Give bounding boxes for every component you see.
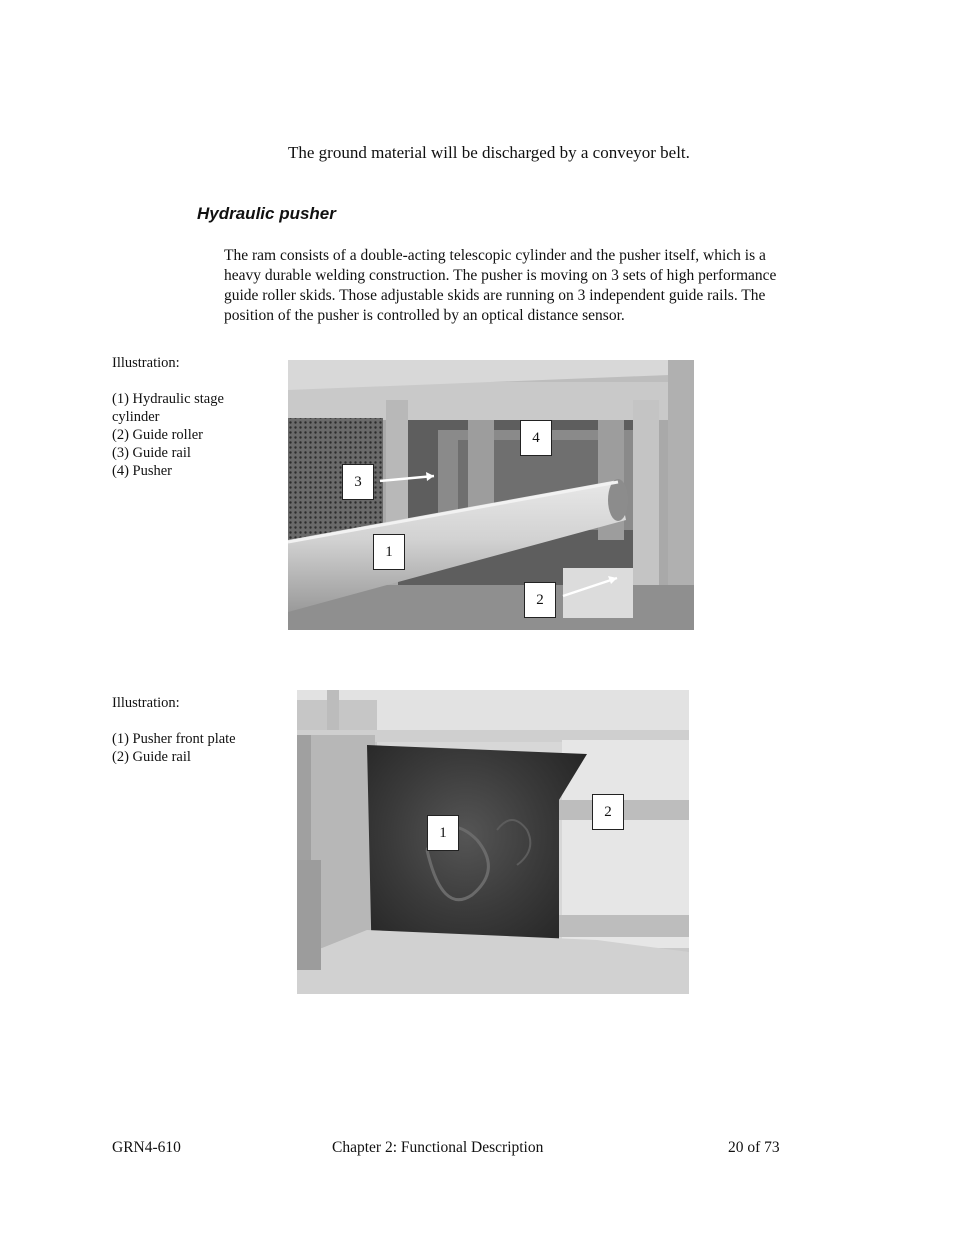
figure2-photo: [297, 690, 689, 994]
paragraph-line: guide roller skids. Those adjustable skids are running on 3 independent guide rails. The: [224, 287, 766, 304]
section-heading: Hydraulic pusher: [197, 204, 336, 223]
callout-2: 2: [524, 582, 556, 618]
footer-chapter: Chapter 2: Functional Description: [332, 1139, 544, 1156]
caption-title: Illustration:: [112, 695, 180, 711]
caption-line: (1) Hydraulic stage: [112, 391, 224, 407]
intro-sentence: The ground material will be discharged by a conveyor belt.: [288, 143, 690, 162]
callout-1: 1: [373, 534, 405, 570]
callout-3: 3: [342, 464, 374, 500]
callout-4: 4: [520, 420, 552, 456]
footer-page-number: 20 of 73: [728, 1139, 780, 1156]
caption-line: (3) Guide rail: [112, 445, 191, 461]
caption-line: cylinder: [112, 409, 160, 425]
paragraph-line: The ram consists of a double-acting telescopic cylinder and the pusher itself, which is a: [224, 247, 766, 264]
caption-line: (2) Guide roller: [112, 427, 203, 443]
paragraph-line: heavy durable welding construction. The pusher is moving on 3 sets of high performance: [224, 267, 777, 284]
figure1-photo: [288, 360, 694, 630]
footer-doc-id: GRN4-610: [112, 1139, 181, 1156]
paragraph-line: position of the pusher is controlled by an optical distance sensor.: [224, 307, 625, 324]
figure2-caption: [112, 694, 252, 766]
caption-line: (1) Pusher front plate: [112, 731, 236, 747]
figure1-caption: [112, 354, 252, 480]
callout-1: 1: [427, 815, 459, 851]
caption-line: (4) Pusher: [112, 463, 173, 479]
callout-2: 2: [592, 794, 624, 830]
section-paragraph: [224, 246, 844, 326]
pusher-plate-photo-graphic: [297, 690, 689, 994]
caption-line: (2) Guide rail: [112, 749, 191, 765]
caption-title: Illustration:: [112, 355, 180, 371]
